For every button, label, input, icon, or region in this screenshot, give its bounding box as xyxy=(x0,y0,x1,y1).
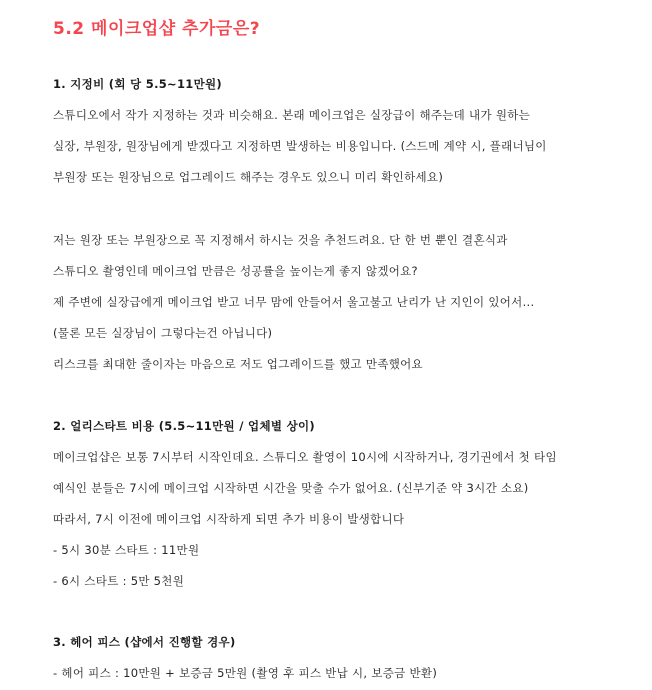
section-1-heading: 1. 지정비 (회 당 5.5~11만원) xyxy=(53,77,222,91)
section-1-paragraph: 저는 원장 또는 부원장으로 꼭 지정해서 하시는 것을 추천드려요. 단 한 번 뿐인 결혼식과 xyxy=(53,233,508,247)
section-1-paragraph: 스튜디오 촬영인데 메이크업 만큼은 성공률을 높이는게 좋지 않겠어요? xyxy=(53,264,418,278)
section-1-paragraph: (물론 모든 실장님이 그렇다는건 아닙니다) xyxy=(53,326,273,340)
section-2-paragraph: 예식인 분들은 7시에 메이크업 시작하면 시간을 맞출 수가 없어요. (신부기준 약 3시간 소요) xyxy=(53,481,529,495)
section-1-paragraph: 스튜디오에서 작가 지정하는 것과 비슷해요. 본래 메이크업은 실장급이 해주는데 내가 원하는 xyxy=(53,108,531,122)
section-title: 5.2 메이크업샵 추가금은? xyxy=(53,19,261,39)
section-1-paragraph: 실장, 부원장, 원장님에게 받겠다고 지정하면 발생하는 비용입니다. (스드메 계약 시, 플래너님이 xyxy=(53,139,547,153)
section-1-paragraph: 리스크를 최대한 줄이자는 마음으로 저도 업그레이드를 했고 만족했어요 xyxy=(53,357,423,371)
section-2-heading: 2. 얼리스타트 비용 (5.5~11만원 / 업체별 상이) xyxy=(53,419,315,433)
section-2-list-item: - 5시 30분 스타트 : 11만원 xyxy=(53,543,200,557)
section-3-list-item: - 헤어 피스 : 10만원 + 보증금 5만원 (촬영 후 피스 반납 시, 보증금 반환) xyxy=(53,666,438,680)
section-3-heading: 3. 헤어 피스 (샵에서 진행할 경우) xyxy=(53,635,236,649)
section-1-paragraph: 부원장 또는 원장님으로 업그레이드 해주는 경우도 있으니 미리 확인하세요) xyxy=(53,170,444,184)
section-1-paragraph: 제 주변에 실장급에게 메이크업 받고 너무 맘에 안들어서 울고불고 난리가 난 지인이 있어서... xyxy=(53,295,535,309)
section-2-list-item: - 6시 스타트 : 5만 5천원 xyxy=(53,574,185,588)
section-2-paragraph: 따라서, 7시 이전에 메이크업 시작하게 되면 추가 비용이 발생합니다 xyxy=(53,512,405,526)
section-2-paragraph: 메이크업샵은 보통 7시부터 시작인데요. 스튜디오 촬영이 10시에 시작하거나, 경기권에서 첫 타임 xyxy=(53,450,557,464)
